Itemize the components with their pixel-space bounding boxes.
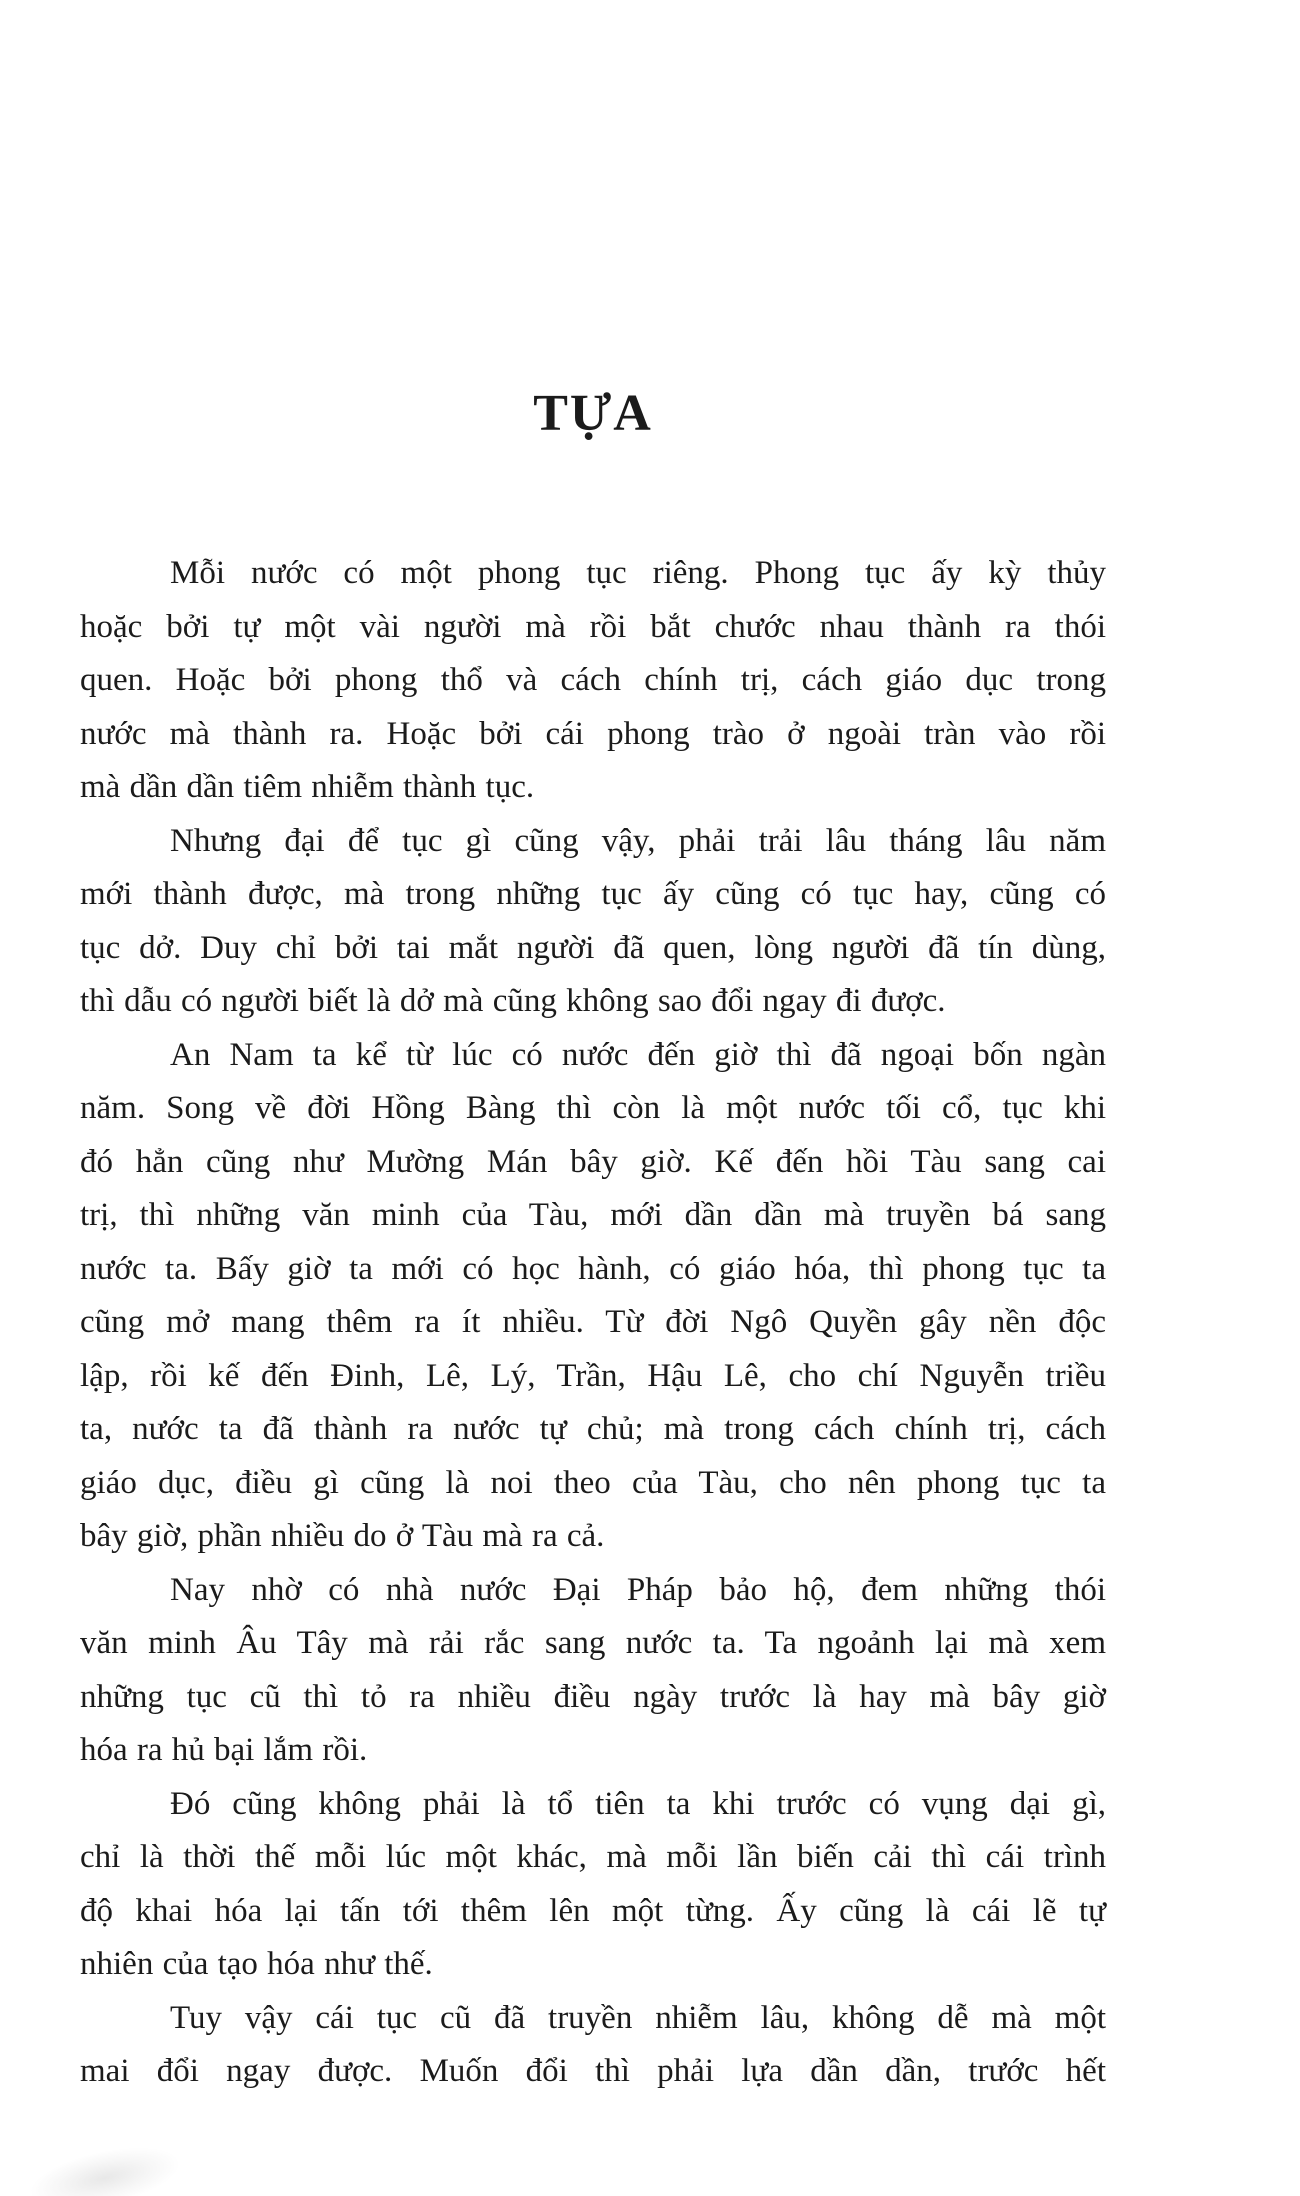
text-line: Nhưng đại để tục gì cũng vậy, phải trải lâu tháng lâu năm (170, 822, 1106, 859)
text-line: độ khai hóa lại tấn tới thêm lên một từng. Ấy cũng là cái lẽ tự (80, 1892, 1106, 1929)
text-line: nước mà thành ra. Hoặc bởi cái phong trào ở ngoài tràn vào rồi (80, 715, 1106, 752)
text-line: thì dẫu có người biết là dở mà cũng không sao đổi ngay đi được. (80, 983, 946, 1019)
text-line: trị, thì những văn minh của Tàu, mới dần dần mà truyền bá sang (80, 1197, 1106, 1233)
body-text (80, 547, 1106, 2099)
text-line: bây giờ, phần nhiều do ở Tàu mà ra cả. (80, 1518, 605, 1554)
text-line: cũng mở mang thêm ra ít nhiều. Từ đời Ngô Quyền gây nền độc (80, 1304, 1106, 1340)
text-line: những tục cũ thì tỏ ra nhiều điều ngày trước là hay mà bây giờ (80, 1678, 1106, 1715)
text-line: chỉ là thời thế mỗi lúc một khác, mà mỗi lần biến cải thì cái trình (80, 1839, 1106, 1875)
text-line: Đó cũng không phải là tổ tiên ta khi trước có vụng dại gì, (170, 1785, 1106, 1822)
text-line: giáo dục, điều gì cũng là noi theo của Tàu, cho nên phong tục ta (80, 1464, 1106, 1501)
text-line: hoặc bởi tự một vài người mà rồi bắt chước nhau thành ra thói (80, 608, 1106, 645)
scan-smudge-artifact (26, 2137, 184, 2196)
text-line: mai đổi ngay được. Muốn đổi thì phải lựa dần dần, trước hết (80, 2053, 1106, 2089)
text-line: nước ta. Bấy giờ ta mới có học hành, có giáo hóa, thì phong tục ta (80, 1250, 1106, 1287)
text-line: tục dở. Duy chỉ bởi tai mắt người đã quen, lòng người đã tín dùng, (80, 929, 1106, 966)
text-line: mới thành được, mà trong những tục ấy cũng có tục hay, cũng có (80, 876, 1106, 912)
text-line: hóa ra hủ bại lắm rồi. (80, 1732, 368, 1768)
text-line: Nay nhờ có nhà nước Đại Pháp bảo hộ, đem những thói (170, 1571, 1106, 1608)
text-line: Tuy vậy cái tục cũ đã truyền nhiễm lâu, không dễ mà một (170, 1999, 1106, 2036)
text-line: mà dần dần tiêm nhiễm thành tục. (80, 769, 535, 805)
text-line: lập, rồi kế đến Đinh, Lê, Lý, Trần, Hậu Lê, cho chí Nguyễn triều (80, 1357, 1106, 1394)
text-line: nhiên của tạo hóa như thế. (80, 1946, 433, 1982)
text-line: Mỗi nước có một phong tục riêng. Phong tục ấy kỳ thủy (170, 555, 1106, 591)
text-line: quen. Hoặc bởi phong thổ và cách chính trị, cách giáo dục trong (80, 662, 1106, 698)
text-line: văn minh Âu Tây mà rải rắc sang nước ta. Ta ngoảnh lại mà xem (80, 1625, 1106, 1661)
text-line: An Nam ta kể từ lúc có nước đến giờ thì đã ngoại bốn ngàn (170, 1036, 1106, 1073)
page-title: TỰA (533, 385, 653, 442)
text-line: đó hẳn cũng như Mường Mán bây giờ. Kế đến hồi Tàu sang cai (80, 1143, 1106, 1180)
text-line: ta, nước ta đã thành ra nước tự chủ; mà trong cách chính trị, cách (80, 1411, 1106, 1447)
text-line: năm. Song về đời Hồng Bàng thì còn là một nước tối cổ, tục khi (80, 1090, 1106, 1126)
